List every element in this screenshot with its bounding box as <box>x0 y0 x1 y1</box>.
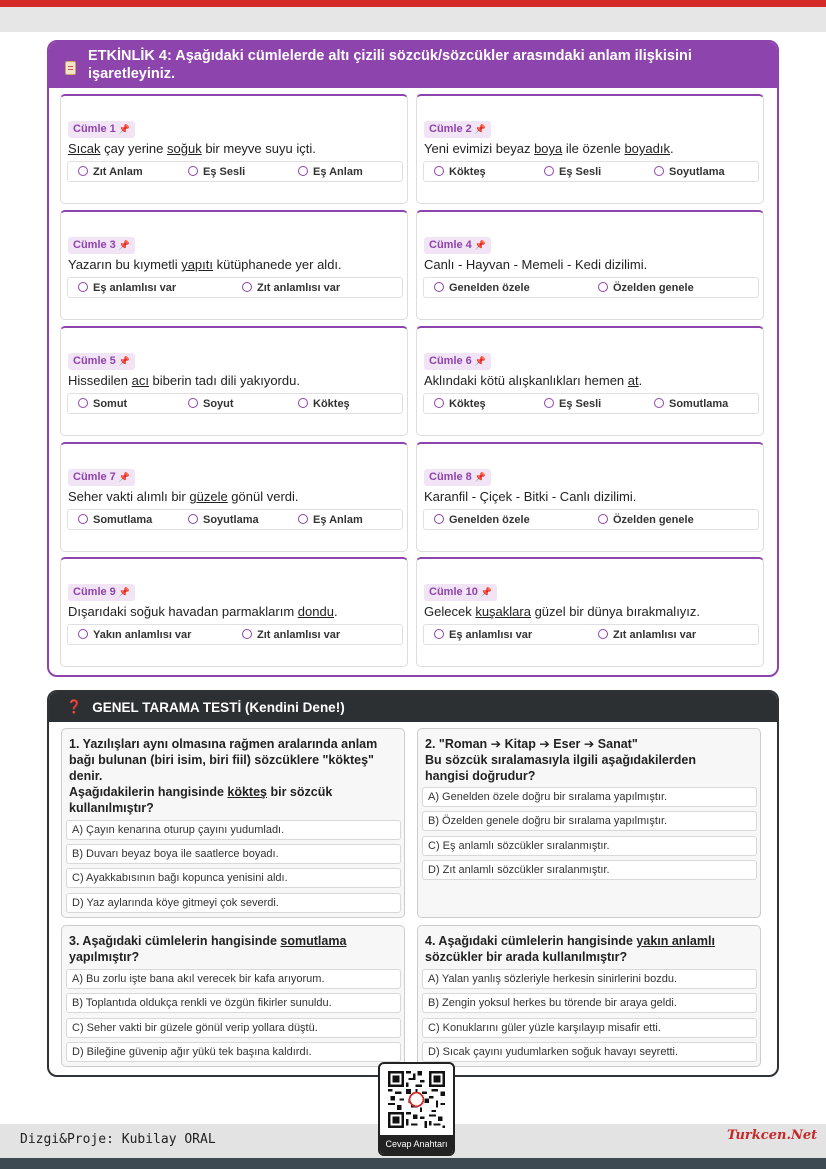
answer-choice-d[interactable]: D) Yaz aylarında köye gitmeyi çok severdi. <box>66 893 401 913</box>
pushpin-icon: 📌 <box>474 240 487 250</box>
question-card-3 <box>60 210 408 320</box>
radio-circle-icon[interactable] <box>78 514 88 524</box>
question-label: Cümle 8 📌 <box>424 469 491 486</box>
answer-choice-d[interactable]: D) Zıt anlamlı sözcükler sıralanmıştır. <box>422 860 757 880</box>
question-card-2 <box>416 94 764 204</box>
option-label: Zıt Anlam <box>93 166 143 178</box>
option-label: Zıt anlamlısı var <box>257 629 341 641</box>
option-radio[interactable] <box>434 165 486 179</box>
option-radio[interactable] <box>298 513 363 527</box>
option-radio[interactable] <box>434 281 530 295</box>
options-group <box>67 393 403 414</box>
qr-caption: Cevap Anahtarı <box>380 1135 453 1154</box>
question-label: Cümle 3 📌 <box>68 237 135 254</box>
question-sentence: Aklındaki kötü alışkanlıkları hemen at. <box>424 373 643 388</box>
top-gray-bar <box>0 7 826 32</box>
option-label: Soyutlama <box>203 514 259 526</box>
test-question-3 <box>61 925 405 1067</box>
option-radio[interactable] <box>78 281 176 295</box>
option-radio[interactable] <box>654 397 728 411</box>
question-sentence: Karanfil - Çiçek - Bitki - Canlı dizilimi. <box>424 489 637 504</box>
pushpin-icon: 📌 <box>480 587 493 597</box>
radio-circle-icon[interactable] <box>434 282 444 292</box>
radio-circle-icon[interactable] <box>242 629 252 639</box>
qr-code-icon <box>388 1071 445 1128</box>
answer-choice-d[interactable]: D) Bileğine güvenip ağır yükü tek başına kaldırdı. <box>66 1042 401 1062</box>
question-sentence: Hissedilen acı biberin tadı dili yakıyordu. <box>68 373 300 388</box>
answer-choice-a[interactable]: A) Genelden özele doğru bir sıralama yapılmıştır. <box>422 787 757 807</box>
option-label: Eş Sesli <box>559 166 602 178</box>
radio-circle-icon[interactable] <box>598 514 608 524</box>
top-red-bar <box>0 0 826 7</box>
radio-circle-icon[interactable] <box>78 398 88 408</box>
radio-circle-icon[interactable] <box>298 514 308 524</box>
option-radio[interactable] <box>434 628 532 642</box>
option-radio[interactable] <box>188 165 245 179</box>
options-group <box>67 161 403 182</box>
answer-choice-b[interactable]: B) Duvarı beyaz boya ile saatlerce boyadı. <box>66 844 401 864</box>
question-label: Cümle 10 📌 <box>424 584 497 601</box>
option-label: Özelden genele <box>613 514 694 526</box>
option-radio[interactable] <box>598 628 696 642</box>
answer-choice-d[interactable]: D) Sıcak çayını yudumlarken soğuk havayı seyretti. <box>422 1042 757 1062</box>
test-header <box>49 692 777 722</box>
radio-circle-icon[interactable] <box>544 166 554 176</box>
radio-circle-icon[interactable] <box>434 398 444 408</box>
option-radio[interactable] <box>298 397 350 411</box>
answer-key-qr[interactable] <box>378 1062 455 1156</box>
radio-circle-icon[interactable] <box>654 398 664 408</box>
question-sentence: Sıcak çay yerine soğuk bir meyve suyu içti. <box>68 141 316 156</box>
option-label: Somutlama <box>93 514 153 526</box>
option-label: Genelden özele <box>449 514 530 526</box>
question-sentence: Gelecek kuşaklara güzel bir dünya bırakmalıyız. <box>424 604 701 619</box>
radio-circle-icon[interactable] <box>434 166 444 176</box>
pushpin-icon: 📌 <box>474 124 487 134</box>
radio-circle-icon[interactable] <box>242 282 252 292</box>
radio-circle-icon[interactable] <box>78 282 88 292</box>
option-radio[interactable] <box>434 513 530 527</box>
option-label: Soyutlama <box>669 166 725 178</box>
question-sentence: Dışarıdaki soğuk havadan parmaklarım dondu. <box>68 604 338 619</box>
test-question-1 <box>61 728 405 918</box>
options-group <box>423 393 759 414</box>
option-label: Eş anlamlısı var <box>93 282 177 294</box>
question-stem: 2. "Roman ➔ Kitap ➔ Eser ➔ Sanat" Bu sözcük sıralamasıyla ilgili aşağıdakilerden hangisi doğrudur? <box>425 737 696 783</box>
option-label: Eş Anlam <box>313 166 363 178</box>
options-group <box>423 277 759 298</box>
pushpin-icon: 📌 <box>118 356 131 366</box>
question-card-7 <box>60 442 408 552</box>
option-label: Eş Anlam <box>313 514 363 526</box>
radio-circle-icon[interactable] <box>298 398 308 408</box>
question-sentence: Canlı - Hayvan - Memeli - Kedi dizilimi. <box>424 257 648 272</box>
option-label: Zıt anlamlısı var <box>257 282 341 294</box>
question-label: Cümle 2 📌 <box>424 121 491 138</box>
question-sentence: Yeni evimizi beyaz boya ile özenle boyadık. <box>424 141 674 156</box>
question-stem: 3. Aşağıdaki cümlelerin hangisinde somutlama yapılmıştır? <box>69 934 347 964</box>
option-label: Yakın anlamlısı var <box>93 629 192 641</box>
option-radio[interactable] <box>242 628 340 642</box>
pushpin-icon: 📌 <box>474 356 487 366</box>
option-label: Eş Sesli <box>203 166 246 178</box>
footer-credit: Dizgi&Proje: Kubilay ORAL <box>20 1132 216 1147</box>
option-label: Somutlama <box>669 398 729 410</box>
options-group <box>423 509 759 530</box>
question-label: Cümle 9 📌 <box>68 584 135 601</box>
question-sentence: Yazarın bu kıymetli yapıtı kütüphanede yer aldı. <box>68 257 342 272</box>
question-label: Cümle 4 📌 <box>424 237 491 254</box>
option-label: Soyut <box>203 398 234 410</box>
option-radio[interactable] <box>188 513 259 527</box>
radio-circle-icon[interactable] <box>598 282 608 292</box>
options-group <box>67 624 403 645</box>
option-radio[interactable] <box>654 165 725 179</box>
option-label: Somut <box>93 398 128 410</box>
brand-logo: Turkcen.Net <box>727 1128 818 1143</box>
question-card-4 <box>416 210 764 320</box>
document-icon <box>65 61 76 75</box>
question-label: Cümle 1 📌 <box>68 121 135 138</box>
option-radio[interactable] <box>298 165 363 179</box>
options-group <box>423 624 759 645</box>
radio-circle-icon[interactable] <box>78 166 88 176</box>
radio-circle-icon[interactable] <box>544 398 554 408</box>
answer-choice-b[interactable]: B) Özelden genele doğru bir sıralama yapılmıştır. <box>422 811 757 831</box>
activity-header <box>49 42 777 88</box>
answer-choice-c[interactable]: C) Ayakkabısının bağı kopunca yenisini aldı. <box>66 868 401 888</box>
question-stem: 1. Yazılışları aynı olmasına rağmen aralarında anlam bağı bulunan (biri isim, biri fiil) sözcüklere "köktеş" denir. Aşağıdakilerin hangisinde köktеş bir sözcük kullanılmıştır? <box>69 737 378 815</box>
option-radio[interactable] <box>544 165 601 179</box>
radio-circle-icon[interactable] <box>598 629 608 639</box>
radio-circle-icon[interactable] <box>188 514 198 524</box>
question-card-8 <box>416 442 764 552</box>
activity-title: ETKİNLİK 4: Aşağıdaki cümlelerde altı çizili sözcük/sözcükler arasındaki anlam ilişkisini işaretleyiniz. <box>88 48 692 82</box>
test-title: GENEL TARAMA TESTİ (Kendini Dene!) <box>92 699 345 715</box>
options-group <box>67 509 403 530</box>
question-mark-icon: ❓ <box>66 699 83 714</box>
footer-dark-strip <box>0 1158 826 1169</box>
pushpin-icon: 📌 <box>118 587 131 597</box>
radio-circle-icon[interactable] <box>78 629 88 639</box>
test-question-2 <box>417 728 761 918</box>
question-stem: 4. Aşağıdaki cümlelerin hangisinde yakın anlamlı sözcükler bir arada kullanılmıştır? <box>425 934 715 964</box>
option-radio[interactable] <box>544 397 601 411</box>
test-question-4 <box>417 925 761 1067</box>
option-radio[interactable] <box>598 281 694 295</box>
radio-circle-icon[interactable] <box>434 629 444 639</box>
question-card-9 <box>60 557 408 667</box>
option-label: Eş Sesli <box>559 398 602 410</box>
radio-circle-icon[interactable] <box>188 166 198 176</box>
question-card-6 <box>416 326 764 436</box>
option-label: Özelden genele <box>613 282 694 294</box>
question-label: Cümle 5 📌 <box>68 353 135 370</box>
pushpin-icon: 📌 <box>474 472 487 482</box>
option-radio[interactable] <box>188 397 234 411</box>
answer-choice-a[interactable]: A) Bu zorlu işte bana akıl verecek bir kafa arıyorum. <box>66 969 401 989</box>
question-card-10 <box>416 557 764 667</box>
answer-choice-c[interactable]: C) Seher vakti bir güzele gönül verip yollara düştü. <box>66 1018 401 1038</box>
radio-circle-icon[interactable] <box>654 166 664 176</box>
pushpin-icon: 📌 <box>118 124 131 134</box>
question-card-1 <box>60 94 408 204</box>
answer-choice-a[interactable]: A) Yalan yanlış sözleriyle herkesin sinirlerini bozdu. <box>422 969 757 989</box>
option-radio[interactable] <box>78 628 191 642</box>
radio-circle-icon[interactable] <box>434 514 444 524</box>
radio-circle-icon[interactable] <box>298 166 308 176</box>
option-radio[interactable] <box>78 165 143 179</box>
question-label: Cümle 7 📌 <box>68 469 135 486</box>
option-label: Genelden özele <box>449 282 530 294</box>
option-label: Köktеş <box>313 398 350 410</box>
options-group <box>423 161 759 182</box>
option-label: Köktеş <box>449 398 486 410</box>
option-radio[interactable] <box>78 513 152 527</box>
answer-choice-c[interactable]: C) Konuklarını güler yüzle karşılayıp misafir etti. <box>422 1018 757 1038</box>
radio-circle-icon[interactable] <box>188 398 198 408</box>
answer-choice-c[interactable]: C) Eş anlamlı sözcükler sıralanmıştır. <box>422 836 757 856</box>
option-label: Eş anlamlısı var <box>449 629 533 641</box>
answer-choice-b[interactable]: B) Zengin yoksul herkes bu törende bir araya geldi. <box>422 993 757 1013</box>
question-sentence: Seher vakti alımlı bir güzele gönül verdi. <box>68 489 299 504</box>
question-label: Cümle 6 📌 <box>424 353 491 370</box>
option-label: Zıt anlamlısı var <box>613 629 697 641</box>
option-radio[interactable] <box>434 397 486 411</box>
option-radio[interactable] <box>78 397 127 411</box>
option-radio[interactable] <box>598 513 694 527</box>
answer-choice-a[interactable]: A) Çayın kenarına oturup çayını yudumladı. <box>66 820 401 840</box>
pushpin-icon: 📌 <box>118 240 131 250</box>
option-radio[interactable] <box>242 281 340 295</box>
options-group <box>67 277 403 298</box>
question-card-5 <box>60 326 408 436</box>
pushpin-icon: 📌 <box>118 472 131 482</box>
answer-choice-b[interactable]: B) Toplantıda oldukça renkli ve özgün fikirler sunuldu. <box>66 993 401 1013</box>
option-label: Köktеş <box>449 166 486 178</box>
